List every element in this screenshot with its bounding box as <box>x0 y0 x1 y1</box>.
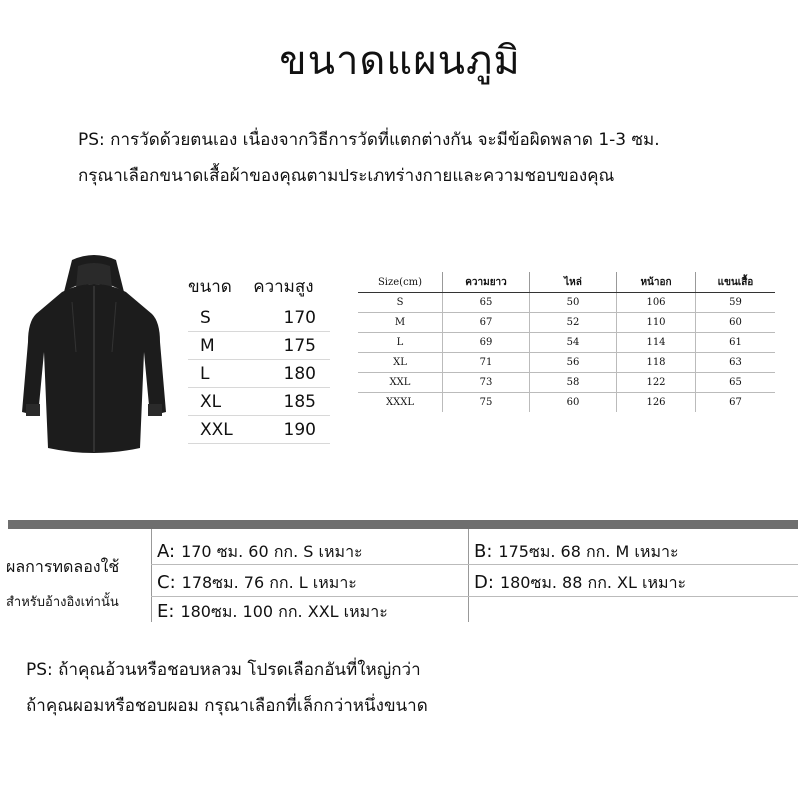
fit-result-d <box>474 571 686 596</box>
chest-header: หน้าอก <box>617 272 696 293</box>
height-cell: 170 <box>243 304 330 332</box>
size-cell: M <box>188 332 243 360</box>
fit-result-a <box>157 540 363 565</box>
table-row <box>358 313 775 333</box>
shoulder-cell: 50 <box>530 293 617 313</box>
fit-result-e <box>157 600 388 625</box>
height-cell: 185 <box>243 388 330 416</box>
shoulder-cell: 58 <box>530 373 617 393</box>
chest-cell: 114 <box>617 333 696 353</box>
sleeve-header: แขนเสื้อ <box>696 272 776 293</box>
length-header: ความยาว <box>443 272 530 293</box>
sleeve-cell: 60 <box>696 313 776 333</box>
column-divider <box>468 529 469 622</box>
sleeve-cell: 65 <box>696 373 776 393</box>
chest-cell: 106 <box>617 293 696 313</box>
chest-cell: 126 <box>617 393 696 413</box>
tested-subtitle: สำหรับอ้างอิงเท่านั้น <box>6 595 119 610</box>
fit-text: 170 ซม. 60 กก. S เหมาะ <box>181 542 363 561</box>
size-cell: XL <box>188 388 243 416</box>
loose-fit-note: PS: ถ้าคุณอ้วนหรือชอบหลวม โปรดเลือกอันที่ใหญ่กว่า <box>26 660 421 680</box>
length-cell: 67 <box>443 313 530 333</box>
sleeve-cell: 67 <box>696 393 776 413</box>
height-size-table <box>188 272 330 444</box>
jacket-image <box>12 252 177 462</box>
size-cell: XL <box>358 353 443 373</box>
size-header: ขนาด <box>188 276 232 297</box>
shoulder-cell: 56 <box>530 353 617 373</box>
fit-text: 175ซม. 68 กก. M เหมาะ <box>498 542 679 561</box>
row-divider <box>151 596 798 597</box>
length-cell: 69 <box>443 333 530 353</box>
sleeve-cell: 61 <box>696 333 776 353</box>
fit-letter: D: <box>474 572 494 593</box>
choose-size-note: กรุณาเลือกขนาดเสื้อผ้าของคุณตามประเภทร่างกายและความชอบของคุณ <box>78 166 615 186</box>
fit-letter: C: <box>157 572 176 593</box>
length-cell: 75 <box>443 393 530 413</box>
slim-fit-note: ถ้าคุณผอมหรือชอบผอม กรุณาเลือกที่เล็กกว่าหนึ่งขนาด <box>26 696 428 716</box>
size-cell: XXL <box>188 416 243 444</box>
table-row <box>188 304 330 332</box>
table-row <box>358 393 775 413</box>
table-row <box>358 373 775 393</box>
height-cell: 180 <box>243 360 330 388</box>
size-cell: XXL <box>358 373 443 393</box>
sleeve-cell: 59 <box>696 293 776 313</box>
size-cell: L <box>358 333 443 353</box>
table-row <box>188 360 330 388</box>
chest-cell: 110 <box>617 313 696 333</box>
page-title: ขนาดแผนภูมิ <box>279 38 521 84</box>
size-cell: XXXL <box>386 397 414 408</box>
fit-text: 180ซม. 88 กก. XL เหมาะ <box>499 573 687 592</box>
size-cell: L <box>188 360 243 388</box>
length-cell: 73 <box>443 373 530 393</box>
length-cell: 71 <box>443 353 530 373</box>
table-row <box>188 416 330 444</box>
size-cell: M <box>358 313 443 333</box>
column-divider <box>151 529 152 622</box>
table-row <box>188 388 330 416</box>
height-cell: 190 <box>243 416 330 444</box>
chest-cell: 118 <box>617 353 696 373</box>
chest-cell: 122 <box>617 373 696 393</box>
section-divider-bar <box>8 520 798 529</box>
height-cell: 175 <box>243 332 330 360</box>
fit-letter: B: <box>474 541 493 562</box>
fit-text: 180ซม. 100 กก. XXL เหมาะ <box>180 602 388 621</box>
fit-letter: E: <box>157 601 175 622</box>
shoulder-cell: 52 <box>530 313 617 333</box>
table-row <box>358 293 775 313</box>
height-header: ความสูง <box>253 276 314 297</box>
measurement-table <box>358 272 775 412</box>
shoulder-cell: 60 <box>530 393 617 413</box>
fit-result-c <box>157 571 357 596</box>
tested-title: ผลการทดลองใช้ <box>6 557 120 576</box>
shoulder-cell: 54 <box>530 333 617 353</box>
size-cell: S <box>188 304 243 332</box>
shoulder-header: ไหล่ <box>530 272 617 293</box>
fit-result-b <box>474 540 679 565</box>
sleeve-cell: 63 <box>696 353 776 373</box>
measurement-note: PS: การวัดด้วยตนเอง เนื่องจากวิธีการวัดที่แตกต่างกัน จะมีข้อผิดพลาด 1-3 ซม. <box>78 130 660 150</box>
table-row <box>358 333 775 353</box>
size-cm-header: Size(cm) <box>358 272 443 293</box>
fit-letter: A: <box>157 541 176 562</box>
table-row <box>188 332 330 360</box>
size-cell: S <box>358 293 443 313</box>
table-row <box>358 353 775 373</box>
length-cell: 65 <box>443 293 530 313</box>
fit-text: 178ซม. 76 กก. L เหมาะ <box>181 573 357 592</box>
